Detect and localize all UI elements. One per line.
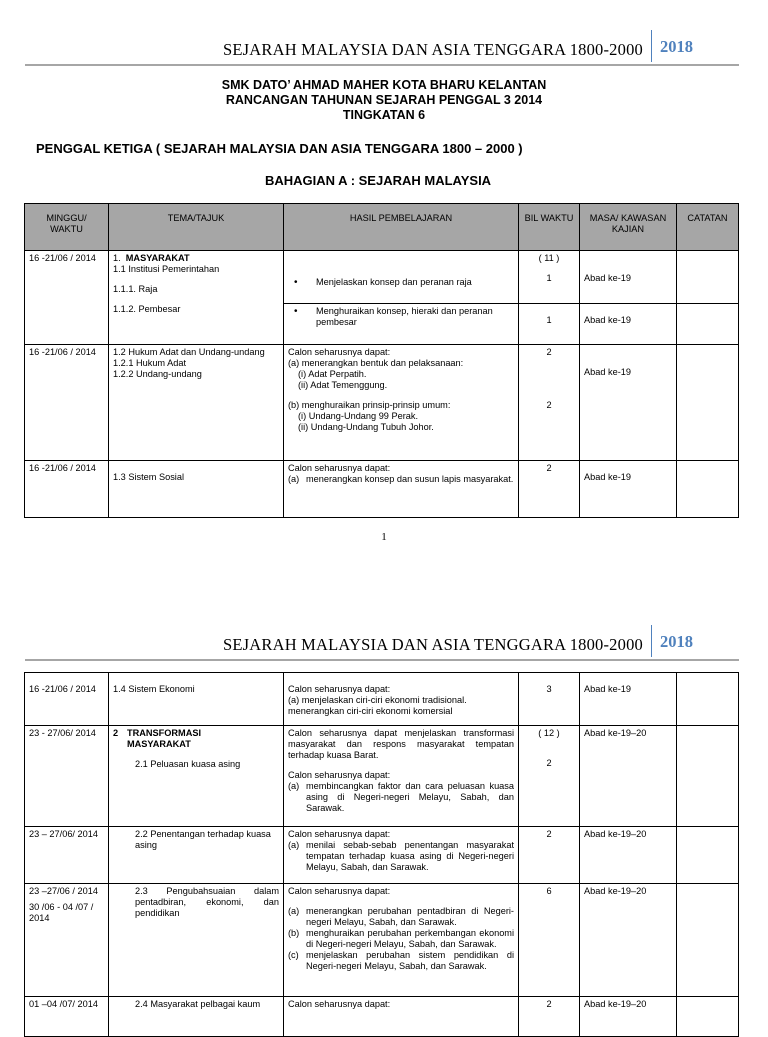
cell-tema: [109, 827, 284, 884]
cell-tema: [109, 997, 284, 1037]
page-number: 1: [381, 531, 387, 543]
subtopic-raja: 1.1.1. Raja: [113, 284, 158, 294]
cell-hasil: [284, 345, 519, 461]
item-label: (c): [288, 950, 299, 960]
cell-bil: 6: [519, 884, 580, 997]
cell-bil: [519, 673, 580, 726]
section-title: BAHAGIAN A : SEJARAH MALAYSIA: [265, 173, 492, 188]
cell-masa: [580, 345, 677, 461]
page-header-1: [25, 30, 739, 66]
bil-value: 1: [546, 273, 552, 283]
bil-value: 2: [546, 758, 552, 768]
form-level: TINGKATAN 6: [342, 108, 426, 122]
outcome-intro: Calon seharusnya dapat:: [288, 463, 391, 473]
cell-tema: [109, 884, 284, 997]
plan-table-page-2: [24, 672, 739, 1037]
masa-value: Abad ke-19: [584, 367, 631, 377]
bil-value: 3: [546, 684, 552, 694]
cell-masa: [580, 673, 677, 726]
col-header-masa: MASA/ KAWASAN KAJIAN: [580, 204, 677, 251]
cell-masa: Abad ke-19–20: [580, 726, 677, 827]
plan-title: RANCANGAN TAHUNAN SEJARAH PENGGAL 3 2014: [225, 93, 543, 107]
subtopic: 2.2 Penentangan terhadap kuasa asing: [135, 829, 271, 850]
bullet-icon: •: [294, 276, 298, 288]
cell-masa: Abad ke-19–20: [580, 827, 677, 884]
col-header-hasil: HASIL PEMBELAJARAN: [284, 204, 519, 251]
cell-bil: 2: [519, 827, 580, 884]
item-label: (a): [288, 781, 300, 791]
outcome-item: (i) Adat Perpatih.: [298, 369, 367, 379]
term-title: PENGGAL KETIGA ( SEJARAH MALAYSIA DAN ASIA TENGGARA 1800 – 2000 ): [36, 141, 523, 156]
plan-table-page-1: [24, 203, 739, 518]
cell-catatan: [677, 673, 739, 726]
subtopic: 1.2 Hukum Adat dan Undang-undang: [113, 347, 265, 357]
cell-catatan: [677, 997, 739, 1037]
outcome-text: membincangkan faktor dan cara peluasan kuasa asing di Negeri-negeri Melayu, Sabah, dan Sarawak.: [306, 781, 514, 813]
col-header-bil: BIL WAKTU: [519, 204, 580, 251]
cell-minggu: 01 –04 /07/ 2014: [25, 997, 109, 1037]
minggu-value: 16 -21/06 / 2014: [29, 684, 96, 694]
masa-value: Abad ke-19: [584, 684, 631, 694]
table-row: [25, 827, 739, 884]
header-year: 2018: [651, 30, 739, 62]
cell-catatan: [677, 304, 739, 345]
outcome-intro: Calon seharusnya dapat:: [288, 999, 391, 1009]
outcome-item: (ii) Undang-Undang Tubuh Johor.: [298, 422, 434, 432]
bil-value: 2: [546, 400, 552, 410]
cell-masa: [580, 461, 677, 518]
outcome-item: (i) Undang-Undang 99 Perak.: [298, 411, 419, 421]
subtopic: 1.1 Institusi Pemerintahan: [113, 264, 220, 274]
cell-hasil: [284, 827, 519, 884]
minggu-value: 23 –27/06 / 2014: [29, 886, 98, 896]
cell-minggu: 16 -21/06 / 2014: [25, 251, 109, 345]
cell-minggu: 16 -21/06 / 2014: [25, 461, 109, 518]
school-name: SMK DATO’ AHMAD MAHER KOTA BHARU KELANTAN: [221, 78, 547, 92]
cell-catatan: [677, 461, 739, 518]
outcome-text: menerangkan ciri-ciri ekonomi komersial: [288, 706, 453, 716]
cell-catatan: [677, 345, 739, 461]
table-row: [25, 345, 739, 461]
cell-hasil: [284, 673, 519, 726]
header-year: 2018: [651, 625, 739, 657]
masa-value: Abad ke-19: [584, 273, 631, 283]
theme-title: TRANSFORMASI MASYARAKAT: [127, 728, 202, 749]
item-label: (b): [288, 928, 300, 938]
subtopic-pembesar: 1.1.2. Pembesar: [113, 304, 181, 314]
table-row: [25, 726, 739, 827]
subtopic: 2.4 Masyarakat pelbagai kaum: [135, 999, 261, 1009]
table-row: [25, 997, 739, 1037]
cell-catatan: [677, 726, 739, 827]
outcome-item: (ii) Adat Temenggung.: [298, 380, 388, 390]
minggu-value: 30 /06 - 04 /07 / 2014: [29, 902, 94, 923]
cell-masa: [580, 251, 677, 304]
col-header-tema: TEMA/TAJUK: [109, 204, 284, 251]
masa-value: Abad ke-19: [584, 315, 631, 325]
page-header-2: [25, 625, 739, 661]
masa-value: Abad ke-19: [584, 472, 631, 482]
outcome-intro: Calon seharusnya dapat:: [288, 770, 391, 780]
outcome-text: menerangkan perubahan pentadbiran di Negeri-negeri Melayu, Sabah, dan Sarawak.: [306, 906, 514, 927]
outcome-text: menghuraikan perubahan perkembangan ekonomi di Negeri-negeri Melayu, Sabah, dan Sarawak.: [306, 928, 514, 949]
cell-minggu: 23 – 27/06/ 2014: [25, 827, 109, 884]
cell-hasil: [284, 997, 519, 1037]
bil-total: ( 12 ): [538, 728, 560, 738]
cell-bil: 2: [519, 461, 580, 518]
outcome-intro: Calon seharusnya dapat:: [288, 347, 391, 357]
outcome-text: menjelaskan perubahan sistem pendidikan di Negeri-negeri Melayu, Sabah, dan Sarawak.: [306, 950, 514, 971]
table-row: [25, 673, 739, 726]
outcome-intro: Calon seharusnya dapat:: [288, 684, 391, 694]
outcome-text: Menghuraikan konsep, hieraki dan peranan pembesar: [316, 306, 493, 327]
item-label: (a): [288, 840, 300, 850]
cell-tema: [109, 345, 284, 461]
subtopic: 1.2.1 Hukum Adat: [113, 358, 187, 368]
cell-catatan: [677, 884, 739, 997]
cell-catatan: [677, 251, 739, 304]
outcome-intro: Calon seharusnya dapat:: [288, 886, 391, 896]
cell-tema: [109, 726, 284, 827]
col-header-catatan: CATATAN: [677, 204, 739, 251]
table-row: [25, 884, 739, 997]
outcome-text: (a) menjelaskan ciri-ciri ekonomi tradisional.: [288, 695, 467, 705]
theme-number: 1.: [113, 253, 121, 263]
subtopic: 1.4 Sistem Ekonomi: [113, 684, 195, 694]
bil-total: ( 11 ): [538, 253, 560, 263]
cell-tema: [109, 673, 284, 726]
outcome-text: menerangkan konsep dan susun lapis masyarakat.: [306, 474, 514, 484]
table-row: [25, 461, 739, 518]
subtopic: 1.2.2 Undang-undang: [113, 369, 202, 379]
cell-masa: Abad ke-19–20: [580, 884, 677, 997]
cell-bil: [519, 726, 580, 827]
table-row: [25, 251, 739, 304]
theme-number: 2: [113, 728, 119, 738]
cell-catatan: [677, 827, 739, 884]
cell-bil: 2: [519, 997, 580, 1037]
outcome-intro: Calon seharusnya dapat:: [288, 829, 391, 839]
theme-title: MASYARAKAT: [125, 253, 190, 263]
bil-value: 1: [546, 315, 552, 325]
cell-minggu: [25, 884, 109, 997]
subtopic: 2.1 Peluasan kuasa asing: [135, 759, 241, 769]
bullet-icon: •: [294, 306, 298, 317]
cell-hasil: [284, 726, 519, 827]
item-label: (a): [288, 906, 300, 916]
item-label: (a): [288, 474, 300, 484]
subtopic: 2.3 Pengubahsuaian dalam pentadbiran, ekonomi, dan pendidikan: [135, 886, 279, 918]
outcome-text: menilai sebab-sebab penentangan masyarakat tempatan terhadap kuasa asing di Negeri-negeri Melayu, Sabah, dan Sarawak.: [306, 840, 514, 872]
cell-tema: [109, 461, 284, 518]
cell-hasil: [284, 304, 519, 345]
cell-bil: [519, 345, 580, 461]
outcome-text: Menjelaskan konsep dan peranan raja: [316, 276, 472, 287]
bil-value: 2: [546, 347, 552, 357]
subtopic: 1.3 Sistem Sosial: [113, 472, 184, 482]
cell-bil: [519, 251, 580, 304]
cell-hasil: [284, 251, 519, 304]
outcome-text: (a) menerangkan bentuk dan pelaksanaan:: [288, 358, 464, 368]
cell-hasil: [284, 461, 519, 518]
header-title: SEJARAH MALAYSIA DAN ASIA TENGGARA 1800-2000: [223, 40, 643, 59]
table-header-row: [25, 204, 739, 251]
cell-masa: [580, 304, 677, 345]
cell-hasil: [284, 884, 519, 997]
outcome-text: (b) menghuraikan prinsip-prinsip umum:: [288, 400, 451, 410]
cell-minggu: 23 - 27/06/ 2014: [25, 726, 109, 827]
col-header-minggu: MINGGU/ WAKTU: [25, 204, 109, 251]
cell-minggu: [25, 673, 109, 726]
cell-masa: Abad ke-19–20: [580, 997, 677, 1037]
cell-minggu: 16 -21/06 / 2014: [25, 345, 109, 461]
header-title: SEJARAH MALAYSIA DAN ASIA TENGGARA 1800-2000: [223, 635, 643, 654]
outcome-text: Calon seharusnya dapat menjelaskan transformasi masyarakat dan respons masyarakat tempatan terhadap kuasa Barat.: [288, 728, 514, 760]
school-block: [0, 78, 768, 123]
cell-tema: [109, 251, 284, 345]
cell-bil: [519, 304, 580, 345]
